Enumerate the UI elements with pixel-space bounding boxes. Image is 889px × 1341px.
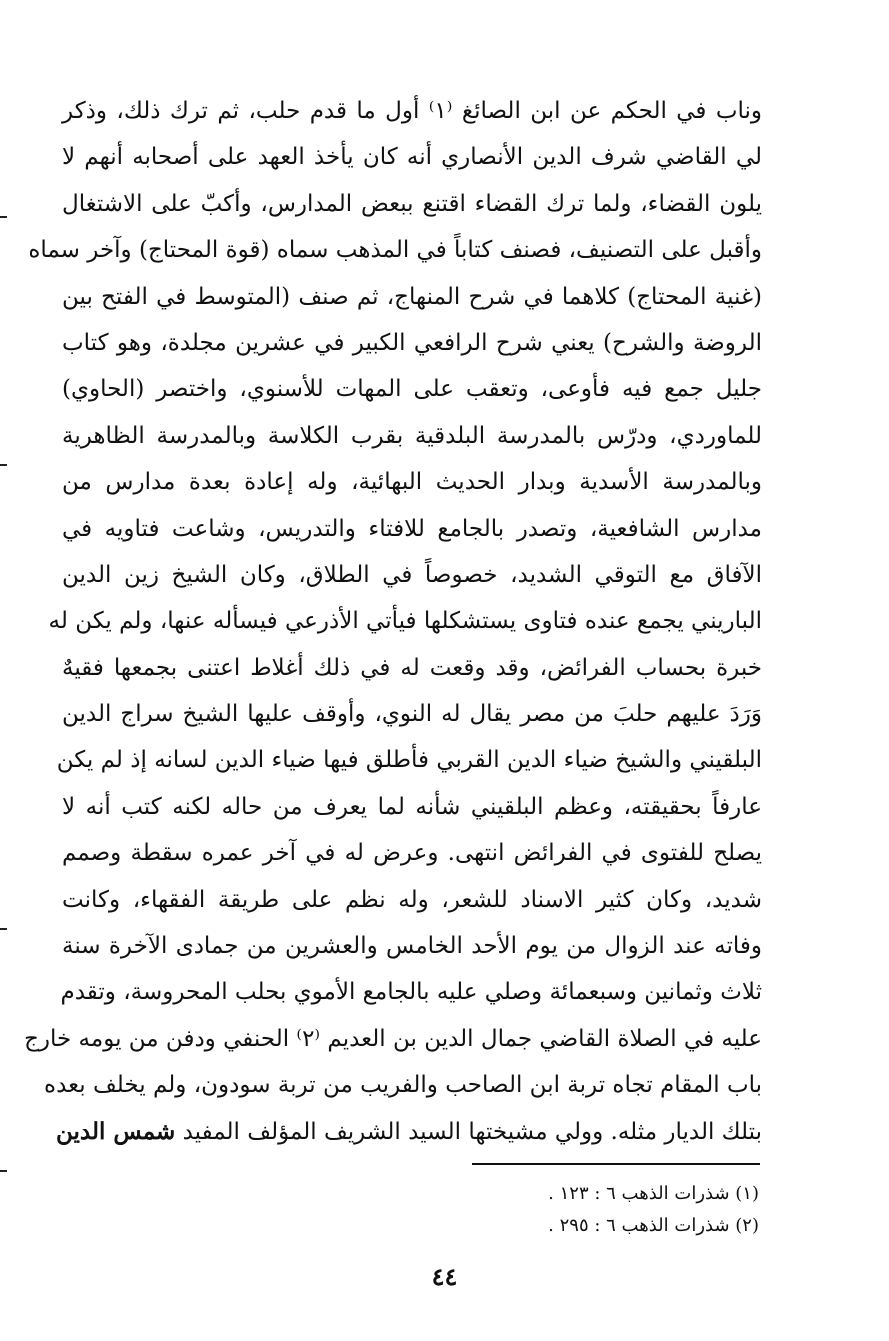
text-line: خبرة بحساب الفرائض، وقد وقعت له في ذلك أغلاط اعتنى بجمعها فقيهٌ <box>62 654 762 681</box>
text-line-last <box>56 1109 762 1155</box>
text-line: وبالمدرسة الأسدية وبدار الحديث البهائية، وله إعادة بعدة مدارس من <box>62 469 762 496</box>
last-line-text: بتلك الديار مثله. وولي مشيختها السيد الشريف المؤلف المفيد <box>182 1118 762 1145</box>
footnote-divider <box>472 1163 760 1165</box>
footnote-2: (٢) شذرات الذهب ٦ : ٢٩٥ . <box>548 1215 759 1236</box>
text-line: (غنية المحتاج) كلاهما في شرح المنهاج، ثم صنف (المتوسط في الفتح بين <box>62 283 762 310</box>
text-line: عارفاً بحقيقته، وعظم البلقيني شأنه لما يعرف من حاله لكنه كتب أنه لا <box>62 793 762 820</box>
text-line: يلون القضاء، ولما ترك القضاء اقتنع ببعض المدارس، وأكبّ على الاشتغال <box>62 190 762 217</box>
text-line: مدارس الشافعية، وتصدر بالجامع للافتاء والتدريس، وشاعت فتاويه في <box>62 515 762 542</box>
text-line: البلقيني والشيخ ضياء الدين القربي فأطلق فيها ضياء الدين لسانه إذ لم يكن <box>56 747 762 774</box>
text-line: باب المقام تجاه تربة ابن الصاحب والفريب من تربة سودون، ولم يخلف بعده <box>44 1072 762 1099</box>
margin-mark <box>0 928 7 930</box>
text-line: وفاته عند الزوال من يوم الأحد الخامس والعشرين من جمادى الآخرة سنة <box>62 933 762 960</box>
margin-mark <box>0 1170 7 1172</box>
text-line: وأقبل على التصنيف، فصنف كتاباً في المذهب سماه (قوة المحتاج) وآخر سماه <box>28 237 762 264</box>
text-line: وَرَدَ عليهم حلبَ من مصر يقال له النوي، وأوقف عليها الشيخ سراج الدين <box>62 701 762 728</box>
text-line: للماوردي، ودرّس بالمدرسة البلدقية بقرب الكلاسة وبالمدرسة الظاهرية <box>62 422 762 449</box>
text-line: الآفاق مع التوقي الشديد، خصوصاً في الطلاق، وكان الشيخ زين الدين <box>62 561 762 588</box>
text-line: عليه في الصلاة القاضي جمال الدين بن العديم ⁽٢⁾ الحنفي ودفن من يومه خارج <box>24 1025 762 1052</box>
text-line: الباريني يجمع عنده فتاوى يستشكلها فيأتي الأذرعي فيسأله عنها، ولم يكن له <box>48 608 762 635</box>
text-line: جليل جمع فيه فأوعى، وتعقب على المهات للأسنوي، واختصر (الحاوي) <box>62 376 762 403</box>
main-text-block <box>24 88 762 1155</box>
text-line: شديد، وكان كثير الاسناد للشعر، وله نظم على طريقة الفقهاء، وكانت <box>62 886 762 913</box>
text-line: وناب في الحكم عن ابن الصائغ ⁽١⁾ أول ما قدم حلب، ثم ترك ذلك، وذكر <box>62 98 762 124</box>
text-line: الروضة والشرح) يعني شرح الرافعي الكبير في عشرين مجلدة، وهو كتاب <box>62 329 762 356</box>
margin-mark <box>0 216 7 218</box>
text-line: ثلاث وثمانين وسبعمائة وصلي عليه بالجامع الأموي بحلب المحروسة، وتقدم <box>60 979 762 1006</box>
text-line: يصلح للفتوى في الفرائض انتهى. وعرض له في آخر عمره سقطة وصمم <box>62 840 762 867</box>
text-line: لي القاضي شرف الدين الأنصاري أنه كان يأخذ العهد على أصحابه أنهم لا <box>62 144 762 171</box>
footnotes <box>339 1178 759 1242</box>
margin-mark <box>0 464 7 466</box>
bold-name: شمس الدين <box>56 1117 176 1145</box>
page-number: ٤٤ <box>431 1262 458 1291</box>
footnote-1: (١) شذرات الذهب ٦ : ١٢٣ . <box>548 1183 759 1204</box>
